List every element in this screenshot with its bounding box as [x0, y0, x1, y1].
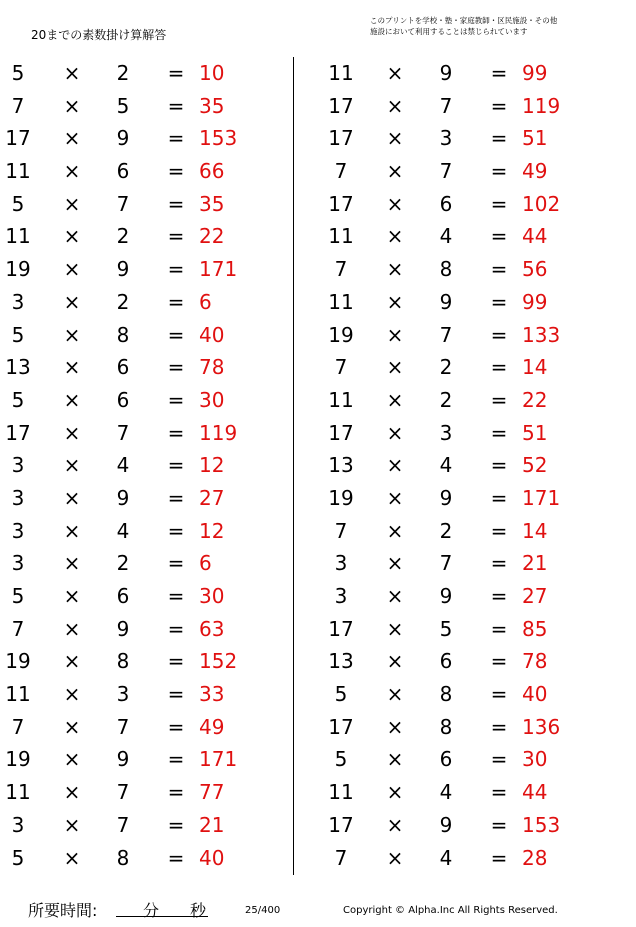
operand-b: 4 [439, 453, 453, 478]
answer: 12 [199, 518, 225, 543]
answer: 171 [199, 257, 238, 282]
multiply-sign: × [386, 747, 404, 772]
multiply-sign: × [63, 257, 81, 282]
multiply-sign: × [386, 714, 404, 739]
multiply-sign: × [386, 616, 404, 641]
answer: 77 [199, 780, 225, 805]
multiply-sign: × [63, 649, 81, 674]
operand-a: 7 [334, 159, 348, 184]
operand-b: 9 [439, 485, 453, 510]
operand-b: 9 [439, 812, 453, 837]
operand-b: 4 [439, 224, 453, 249]
equals-sign: = [167, 126, 185, 151]
operand-b: 9 [439, 61, 453, 85]
multiply-sign: × [386, 518, 404, 543]
operand-a: 7 [334, 518, 348, 543]
answer: 35 [199, 93, 225, 118]
answer: 78 [522, 649, 548, 674]
operand-a: 3 [11, 453, 25, 478]
equals-sign: = [490, 518, 508, 543]
equals-sign: = [490, 159, 508, 184]
equals-sign: = [490, 191, 508, 216]
operand-a: 5 [11, 61, 25, 85]
operand-a: 17 [328, 714, 354, 739]
operand-b: 9 [116, 126, 130, 151]
equals-sign: = [167, 584, 185, 608]
answer: 22 [522, 387, 548, 412]
equals-sign: = [167, 845, 185, 870]
answer: 99 [522, 61, 548, 85]
operand-b: 6 [116, 159, 130, 184]
equals-sign: = [167, 61, 185, 85]
multiply-sign: × [386, 682, 404, 707]
equals-sign: = [167, 682, 185, 707]
answer: 99 [522, 289, 548, 314]
equals-sign: = [490, 126, 508, 151]
operand-b: 4 [116, 453, 130, 478]
answer: 85 [522, 616, 548, 641]
usage-notice [370, 15, 630, 37]
equals-sign: = [167, 322, 185, 347]
answer: 63 [199, 616, 225, 641]
multiply-sign: × [63, 518, 81, 543]
multiply-sign: × [63, 453, 81, 478]
answer: 52 [522, 453, 548, 478]
operand-b: 2 [439, 355, 453, 380]
usage-notice-line2: 施設において利用することは禁じられています [370, 27, 528, 36]
multiply-sign: × [63, 289, 81, 314]
equals-sign: = [167, 812, 185, 837]
operand-a: 19 [5, 257, 31, 282]
operand-b: 5 [116, 93, 130, 118]
operand-a: 11 [5, 224, 31, 249]
equals-sign: = [167, 93, 185, 118]
operand-b: 2 [116, 61, 130, 85]
operand-a: 19 [5, 747, 31, 772]
equals-sign: = [167, 387, 185, 412]
operand-b: 6 [439, 747, 453, 772]
equals-sign: = [490, 355, 508, 380]
operand-a: 11 [5, 159, 31, 184]
operand-a: 17 [5, 126, 31, 151]
operand-a: 7 [11, 616, 25, 641]
answer: 171 [522, 485, 561, 510]
equals-sign: = [490, 747, 508, 772]
answer: 30 [199, 387, 225, 412]
answer: 136 [522, 714, 561, 739]
answer: 119 [522, 93, 561, 118]
operand-a: 7 [334, 257, 348, 282]
operand-a: 19 [328, 322, 354, 347]
multiply-sign: × [386, 387, 404, 412]
answer: 21 [522, 551, 548, 576]
multiply-sign: × [386, 649, 404, 674]
operand-a: 11 [5, 780, 31, 805]
equals-sign: = [167, 714, 185, 739]
operand-a: 5 [11, 191, 25, 216]
answer: 28 [522, 845, 548, 870]
usage-notice-line1: このプリントを学校・塾・家庭教師・区民施設・その他 [370, 16, 558, 25]
operand-b: 7 [439, 93, 453, 118]
equals-sign: = [490, 485, 508, 510]
equals-sign: = [167, 616, 185, 641]
answer: 66 [199, 159, 225, 184]
multiply-sign: × [63, 584, 81, 608]
column-divider [293, 57, 294, 875]
operand-a: 3 [11, 289, 25, 314]
operand-b: 9 [439, 584, 453, 608]
multiply-sign: × [386, 453, 404, 478]
seconds-label: 秒 [190, 901, 207, 920]
equals-sign: = [167, 518, 185, 543]
equals-sign: = [490, 649, 508, 674]
operand-a: 7 [334, 845, 348, 870]
operand-a: 17 [328, 93, 354, 118]
multiply-sign: × [386, 845, 404, 870]
multiply-sign: × [386, 93, 404, 118]
equals-sign: = [490, 453, 508, 478]
operand-b: 9 [116, 747, 130, 772]
equals-sign: = [167, 747, 185, 772]
operand-b: 7 [116, 420, 130, 445]
equals-sign: = [490, 551, 508, 576]
multiply-sign: × [63, 845, 81, 870]
operand-b: 7 [439, 159, 453, 184]
multiply-sign: × [386, 257, 404, 282]
operand-a: 11 [328, 61, 354, 85]
equals-sign: = [167, 191, 185, 216]
equals-sign: = [490, 289, 508, 314]
operand-a: 5 [11, 387, 25, 412]
answer: 152 [199, 649, 238, 674]
answer: 44 [522, 780, 548, 805]
operand-a: 7 [334, 355, 348, 380]
page-number: 25/400 [245, 905, 281, 916]
equals-sign: = [490, 584, 508, 608]
multiply-sign: × [63, 61, 81, 85]
answer: 40 [199, 322, 225, 347]
operand-b: 6 [116, 387, 130, 412]
operand-b: 2 [439, 387, 453, 412]
operand-a: 7 [11, 714, 25, 739]
operand-b: 9 [116, 616, 130, 641]
answer: 30 [199, 584, 225, 608]
equals-sign: = [490, 93, 508, 118]
multiply-sign: × [386, 126, 404, 151]
multiply-sign: × [63, 159, 81, 184]
multiply-sign: × [63, 387, 81, 412]
operand-b: 7 [116, 191, 130, 216]
multiply-sign: × [63, 812, 81, 837]
equals-sign: = [490, 420, 508, 445]
equals-sign: = [490, 812, 508, 837]
answer: 22 [199, 224, 225, 249]
operand-b: 9 [116, 485, 130, 510]
answer: 27 [199, 485, 225, 510]
operand-a: 3 [11, 551, 25, 576]
operand-b: 7 [116, 780, 130, 805]
operand-a: 17 [328, 126, 354, 151]
multiply-sign: × [63, 191, 81, 216]
multiply-sign: × [386, 61, 404, 85]
operand-a: 19 [5, 649, 31, 674]
operand-b: 8 [116, 649, 130, 674]
operand-b: 7 [116, 812, 130, 837]
answer: 56 [522, 257, 548, 282]
operand-a: 3 [334, 551, 348, 576]
operand-a: 5 [11, 322, 25, 347]
answer: 51 [522, 420, 548, 445]
multiply-sign: × [386, 780, 404, 805]
operand-a: 11 [328, 387, 354, 412]
operand-a: 5 [11, 845, 25, 870]
equals-sign: = [167, 551, 185, 576]
operand-a: 17 [328, 420, 354, 445]
equals-sign: = [490, 845, 508, 870]
multiply-sign: × [63, 780, 81, 805]
multiply-sign: × [63, 485, 81, 510]
equals-sign: = [167, 453, 185, 478]
multiply-sign: × [386, 584, 404, 608]
copyright: Copyright © Alpha.Inc All Rights Reserved. [343, 905, 558, 916]
equals-sign: = [167, 159, 185, 184]
operand-b: 4 [439, 845, 453, 870]
answer: 6 [199, 289, 212, 314]
multiply-sign: × [63, 355, 81, 380]
answer: 33 [199, 682, 225, 707]
operand-b: 7 [439, 322, 453, 347]
operand-a: 11 [328, 780, 354, 805]
operand-b: 6 [439, 649, 453, 674]
operand-b: 2 [439, 518, 453, 543]
operand-a: 13 [328, 453, 354, 478]
multiply-sign: × [63, 682, 81, 707]
operand-b: 6 [116, 355, 130, 380]
operand-b: 7 [116, 714, 130, 739]
operand-b: 9 [116, 257, 130, 282]
equals-sign: = [490, 224, 508, 249]
multiply-sign: × [63, 747, 81, 772]
operand-b: 8 [116, 845, 130, 870]
operand-b: 3 [439, 420, 453, 445]
multiply-sign: × [63, 322, 81, 347]
equals-sign: = [167, 649, 185, 674]
operand-a: 11 [328, 224, 354, 249]
answer: 171 [199, 747, 238, 772]
answer: 10 [199, 61, 225, 85]
multiply-sign: × [63, 93, 81, 118]
answer: 35 [199, 191, 225, 216]
equals-sign: = [490, 387, 508, 412]
operand-a: 13 [328, 649, 354, 674]
operand-b: 3 [439, 126, 453, 151]
operand-b: 9 [439, 289, 453, 314]
answer: 49 [522, 159, 548, 184]
answer: 40 [522, 682, 548, 707]
operand-a: 3 [334, 584, 348, 608]
equals-sign: = [167, 420, 185, 445]
multiply-sign: × [386, 355, 404, 380]
multiply-sign: × [386, 191, 404, 216]
operand-b: 8 [116, 322, 130, 347]
operand-b: 2 [116, 551, 130, 576]
multiply-sign: × [386, 322, 404, 347]
operand-b: 2 [116, 224, 130, 249]
answer: 30 [522, 747, 548, 772]
multiply-sign: × [63, 551, 81, 576]
operand-b: 2 [116, 289, 130, 314]
operand-a: 5 [11, 584, 25, 608]
equals-sign: = [167, 224, 185, 249]
operand-a: 5 [334, 682, 348, 707]
answer: 51 [522, 126, 548, 151]
multiply-sign: × [386, 159, 404, 184]
operand-b: 8 [439, 257, 453, 282]
answer: 153 [522, 812, 561, 837]
page-title: 20までの素数掛け算解答 [31, 28, 167, 42]
answer: 102 [522, 191, 561, 216]
equals-sign: = [490, 616, 508, 641]
multiply-sign: × [386, 224, 404, 249]
answer: 78 [199, 355, 225, 380]
multiply-sign: × [386, 551, 404, 576]
answer: 44 [522, 224, 548, 249]
multiply-sign: × [63, 714, 81, 739]
answer: 6 [199, 551, 212, 576]
multiply-sign: × [386, 289, 404, 314]
answer: 14 [522, 518, 548, 543]
operand-b: 4 [116, 518, 130, 543]
operand-b: 6 [439, 191, 453, 216]
operand-b: 8 [439, 682, 453, 707]
equals-sign: = [490, 61, 508, 85]
answer: 21 [199, 812, 225, 837]
equals-sign: = [490, 257, 508, 282]
operand-a: 19 [328, 485, 354, 510]
multiply-sign: × [386, 420, 404, 445]
equals-sign: = [490, 714, 508, 739]
operand-a: 11 [328, 289, 354, 314]
answer: 153 [199, 126, 238, 151]
minutes-label: 分 [143, 901, 160, 920]
answer: 14 [522, 355, 548, 380]
equals-sign: = [167, 289, 185, 314]
operand-b: 5 [439, 616, 453, 641]
equals-sign: = [167, 257, 185, 282]
answer: 40 [199, 845, 225, 870]
answer: 27 [522, 584, 548, 608]
equals-sign: = [490, 322, 508, 347]
multiply-sign: × [63, 420, 81, 445]
operand-b: 3 [116, 682, 130, 707]
operand-b: 8 [439, 714, 453, 739]
operand-a: 3 [11, 518, 25, 543]
operand-a: 13 [5, 355, 31, 380]
equals-sign: = [167, 355, 185, 380]
equals-sign: = [167, 780, 185, 805]
operand-b: 7 [439, 551, 453, 576]
answer: 133 [522, 322, 561, 347]
operand-b: 6 [116, 584, 130, 608]
operand-a: 3 [11, 485, 25, 510]
multiply-sign: × [63, 126, 81, 151]
operand-a: 17 [328, 616, 354, 641]
equals-sign: = [490, 780, 508, 805]
operand-a: 17 [328, 191, 354, 216]
operand-a: 3 [11, 812, 25, 837]
multiply-sign: × [63, 224, 81, 249]
operand-b: 4 [439, 780, 453, 805]
operand-a: 7 [11, 93, 25, 118]
multiply-sign: × [386, 812, 404, 837]
answer: 12 [199, 453, 225, 478]
answer: 119 [199, 420, 238, 445]
multiply-sign: × [63, 616, 81, 641]
equals-sign: = [167, 485, 185, 510]
multiply-sign: × [386, 485, 404, 510]
operand-a: 17 [328, 812, 354, 837]
equals-sign: = [490, 682, 508, 707]
operand-a: 5 [334, 747, 348, 772]
operand-a: 11 [5, 682, 31, 707]
operand-a: 17 [5, 420, 31, 445]
answer: 49 [199, 714, 225, 739]
time-label: 所要時間: [28, 901, 98, 920]
